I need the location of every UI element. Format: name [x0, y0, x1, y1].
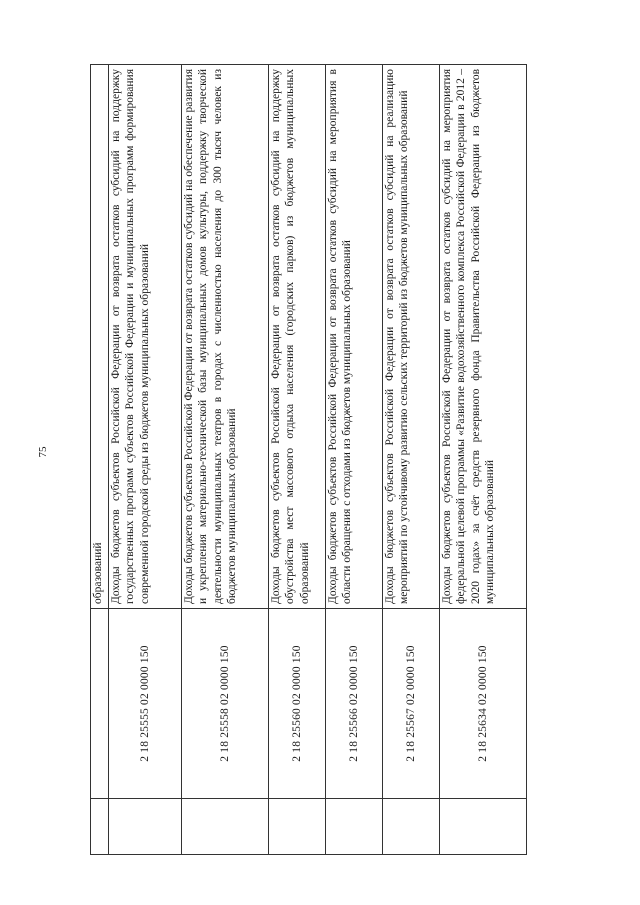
table-row [269, 65, 326, 855]
description-cell: образований [91, 65, 109, 609]
description-cell: Доходы бюджетов субъектов Российской Федерации от возврата остатков субсидий на реализацию мероприятий по устойчивому развитию сельских территорий из бюджетов муниципальных образований [383, 65, 440, 609]
table-row [109, 65, 182, 855]
table-row [383, 65, 440, 855]
description-cell: Доходы бюджетов субъектов Российской Федерации от возврата остатков субсидий на обеспечение развития и укрепления материально-технической базы муниципальных домов культуры, поддержку творческой деятельности муниципальных театров в городах с численностью населения до 300 тысяч человек из бюджетов муниципальных образований [182, 65, 269, 609]
code-cell: 2 18 25558 02 0000 150 [182, 609, 269, 799]
table-row [326, 65, 383, 855]
description-cell: Доходы бюджетов субъектов Российской Федерации от возврата остатков субсидий на мероприятия федеральной целевой программы «Развитие водохозяйственного комплекса Российской Федерации в 2012 – 2020 годах» за счёт средств резервного фонда Правительства Российской Федерации из бюджетов муниципальных образований [440, 65, 527, 609]
empty-cell [109, 799, 182, 855]
empty-cell [182, 799, 269, 855]
empty-cell [91, 799, 109, 855]
page-number: 75 [37, 446, 49, 458]
table-row [91, 65, 109, 855]
code-cell: 2 18 25560 02 0000 150 [269, 609, 326, 799]
code-cell: 2 18 25566 02 0000 150 [326, 609, 383, 799]
table-row [440, 65, 527, 855]
empty-cell [440, 799, 527, 855]
description-cell: Доходы бюджетов субъектов Российской Федерации от возврата остатков субсидий на поддержку обустройства мест массового отдыха населения (городских парков) из бюджетов муниципальных образований [269, 65, 326, 609]
revenue-codes-table [90, 64, 527, 855]
description-cell: Доходы бюджетов субъектов Российской Федерации от возврата остатков субсидий на мероприятия в области обращения с отходами из бюджетов муниципальных образований [326, 65, 383, 609]
table-row [182, 65, 269, 855]
rotated-table-wrapper [90, 65, 530, 855]
code-cell: 2 18 25634 02 0000 150 [440, 609, 527, 799]
empty-cell [269, 799, 326, 855]
description-cell: Доходы бюджетов субъектов Российской Федерации от возврата остатков субсидий на поддержку государственных программ субъектов Российской Федерации и муниципальных программ формирования современной городской среды из бюджетов муниципальных образований [109, 65, 182, 609]
code-cell: 2 18 25555 02 0000 150 [109, 609, 182, 799]
empty-cell [383, 799, 440, 855]
empty-cell [326, 799, 383, 855]
code-cell: 2 18 25567 02 0000 150 [383, 609, 440, 799]
code-cell [91, 609, 109, 799]
